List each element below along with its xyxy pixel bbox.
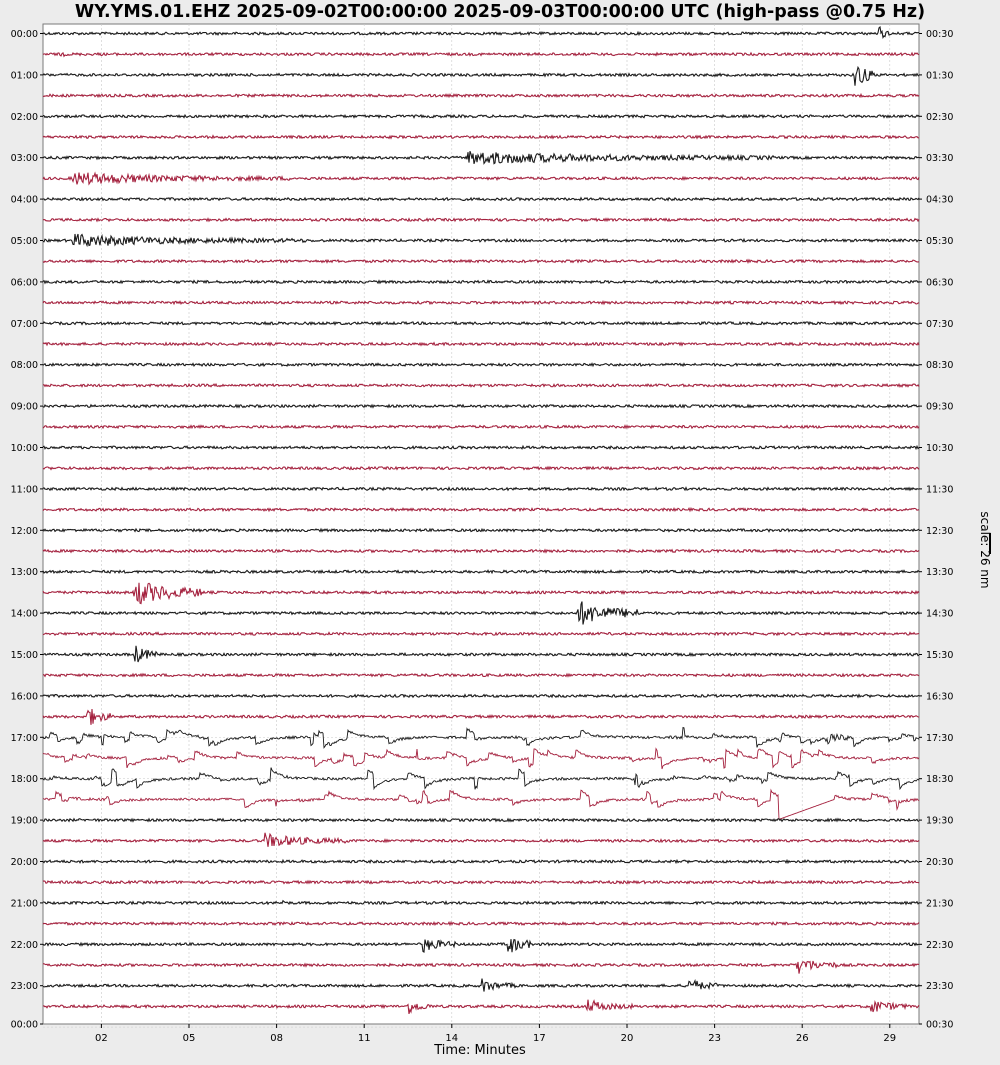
left-time-label: 19:00 xyxy=(10,815,38,827)
left-time-label: 17:00 xyxy=(10,732,38,744)
right-time-label: 08:30 xyxy=(926,360,954,372)
right-time-label: 20:30 xyxy=(926,857,954,868)
left-time-label: 08:00 xyxy=(10,360,38,372)
left-time-label: 03:00 xyxy=(10,153,38,165)
right-time-label: 02:30 xyxy=(926,111,954,123)
left-time-label: 04:00 xyxy=(10,194,38,206)
right-time-label: 05:30 xyxy=(926,236,954,247)
chart-title: WY.YMS.01.EHZ 2025-09-02T00:00:00 2025-09-03T00:00:00 UTC (high-pass @0.75 Hz) xyxy=(74,2,926,22)
left-time-label: 10:00 xyxy=(10,443,38,454)
left-axis-labels xyxy=(11,29,43,1031)
left-time-label: 00:00 xyxy=(10,1019,38,1031)
right-time-label: 00:30 xyxy=(926,29,954,40)
x-tick-label: 05 xyxy=(182,1033,196,1044)
right-time-label: 09:30 xyxy=(926,401,954,413)
left-time-label: 06:00 xyxy=(10,277,38,289)
left-time-label: 05:00 xyxy=(10,236,38,247)
right-time-label: 22:30 xyxy=(926,939,954,951)
x-tick-label: 20 xyxy=(620,1033,634,1044)
left-time-label: 22:00 xyxy=(10,939,38,951)
left-time-label: 18:00 xyxy=(10,774,38,786)
left-time-label: 15:00 xyxy=(10,650,38,661)
left-time-label: 00:00 xyxy=(10,29,38,40)
left-time-label: 07:00 xyxy=(10,318,38,330)
right-time-label: 06:30 xyxy=(926,277,954,289)
right-time-label: 15:30 xyxy=(926,650,954,661)
right-axis-labels xyxy=(919,29,953,1031)
left-time-label: 21:00 xyxy=(10,898,38,910)
left-time-label: 11:00 xyxy=(10,484,38,496)
right-time-label: 14:30 xyxy=(926,608,954,620)
right-time-label: 16:30 xyxy=(926,691,954,703)
left-time-label: 13:00 xyxy=(10,567,38,579)
left-time-label: 02:00 xyxy=(10,111,38,123)
right-time-label: 13:30 xyxy=(926,567,954,579)
x-tick-label: 02 xyxy=(95,1033,108,1044)
x-tick-label: 11 xyxy=(357,1033,371,1044)
left-time-label: 23:00 xyxy=(10,981,38,993)
left-time-label: 16:00 xyxy=(10,691,38,703)
x-axis-label: Time: Minutes xyxy=(434,1043,526,1058)
right-time-label: 12:30 xyxy=(926,525,954,537)
x-tick-label: 26 xyxy=(795,1033,809,1044)
right-time-label: 07:30 xyxy=(926,318,954,330)
x-tick-label: 08 xyxy=(270,1033,283,1044)
right-time-label: 00:30 xyxy=(926,1019,954,1031)
right-time-label: 03:30 xyxy=(926,153,954,165)
left-time-label: 09:00 xyxy=(10,401,38,413)
left-time-label: 14:00 xyxy=(10,608,38,620)
right-time-label: 21:30 xyxy=(926,898,954,910)
x-tick-label: 14 xyxy=(445,1033,459,1044)
right-time-label: 11:30 xyxy=(926,484,954,496)
left-time-label: 12:00 xyxy=(10,525,38,537)
right-time-label: 10:30 xyxy=(926,443,954,454)
x-tick-label: 29 xyxy=(883,1033,897,1044)
scale-label: scale: 26 nm xyxy=(978,511,992,589)
right-time-label: 23:30 xyxy=(926,981,954,993)
right-time-label: 19:30 xyxy=(926,815,954,827)
plot-area xyxy=(43,24,919,1024)
x-tick-label: 23 xyxy=(708,1033,721,1044)
x-tick-label: 17 xyxy=(533,1033,546,1044)
right-time-label: 17:30 xyxy=(926,732,954,744)
right-time-label: 18:30 xyxy=(926,774,954,786)
left-time-label: 01:00 xyxy=(10,70,38,82)
left-time-label: 20:00 xyxy=(10,857,38,868)
right-time-label: 01:30 xyxy=(926,70,954,82)
right-time-label: 04:30 xyxy=(926,194,954,206)
